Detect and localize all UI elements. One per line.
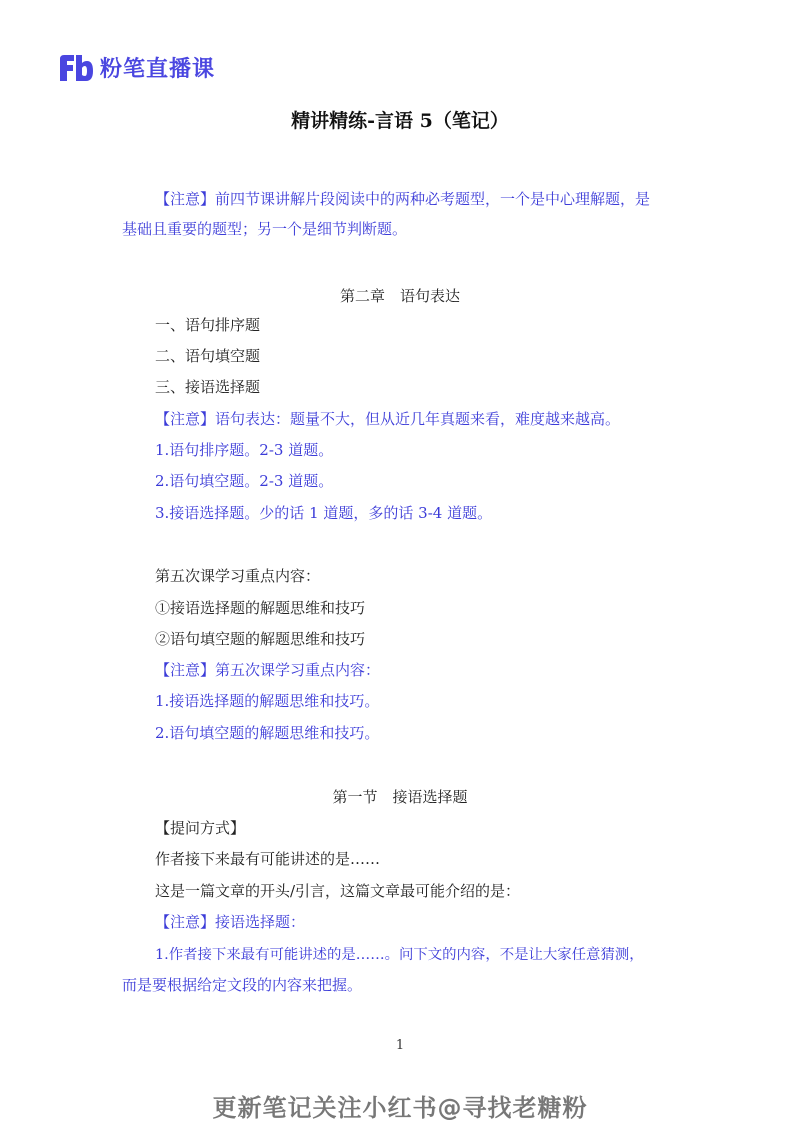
text-line: 而是要根据给定文段的内容来把握。	[122, 976, 363, 994]
text-line: 【提问方式】	[155, 819, 246, 837]
text-line: 二、语句填空题	[155, 347, 261, 365]
page-title: 精讲精练-言语 5（笔记）	[291, 110, 509, 132]
text-line: ②语句填空题的解题思维和技巧	[155, 630, 366, 648]
text-line: 【注意】语句表达：题量不大，但从近几年真题来看，难度越来越高。	[155, 410, 621, 428]
text-line: 三、接语选择题	[155, 378, 261, 396]
brand-name: 粉笔直播课	[100, 57, 216, 82]
text-line: 【注意】第五次课学习重点内容：	[155, 661, 381, 679]
text-line: 2.语句填空题。2-3 道题。	[155, 472, 334, 490]
text-line: ①接语选择题的解题思维和技巧	[155, 599, 366, 617]
page-number: 1	[395, 1038, 405, 1053]
text-line: 这是一篇文章的开头/引言，这篇文章最可能介绍的是：	[155, 882, 521, 900]
text-line: 1.作者接下来最有可能讲述的是……。问下文的内容，不是让大家任意猜测，	[155, 947, 644, 963]
text-line: 1.语句排序题。2-3 道题。	[155, 441, 334, 459]
text-line: 第五次课学习重点内容：	[155, 567, 321, 585]
brand-logo	[58, 52, 215, 83]
fb-logo-icon	[58, 53, 94, 83]
chapter-heading: 第二章 语句表达	[339, 287, 460, 305]
text-line: 1.接语选择题的解题思维和技巧。	[155, 692, 380, 710]
text-line: 【注意】接语选择题：	[155, 913, 306, 931]
text-line: 一、语句排序题	[155, 316, 261, 334]
text-line: 基础且重要的题型；另一个是细节判断题。	[122, 220, 408, 238]
text-line: 3.接语选择题。少的话 1 道题，多的话 3-4 道题。	[155, 504, 493, 522]
footer-watermark: 更新笔记关注小红书@寻找老糖粉	[212, 1094, 588, 1122]
text-line: 2.语句填空题的解题思维和技巧。	[155, 724, 380, 742]
text-line: 【注意】前四节课讲解片段阅读中的两种必考题型，一个是中心理解题，是	[155, 190, 651, 208]
text-line: 作者接下来最有可能讲述的是……	[155, 850, 381, 868]
section-heading: 第一节 接语选择题	[332, 788, 468, 806]
